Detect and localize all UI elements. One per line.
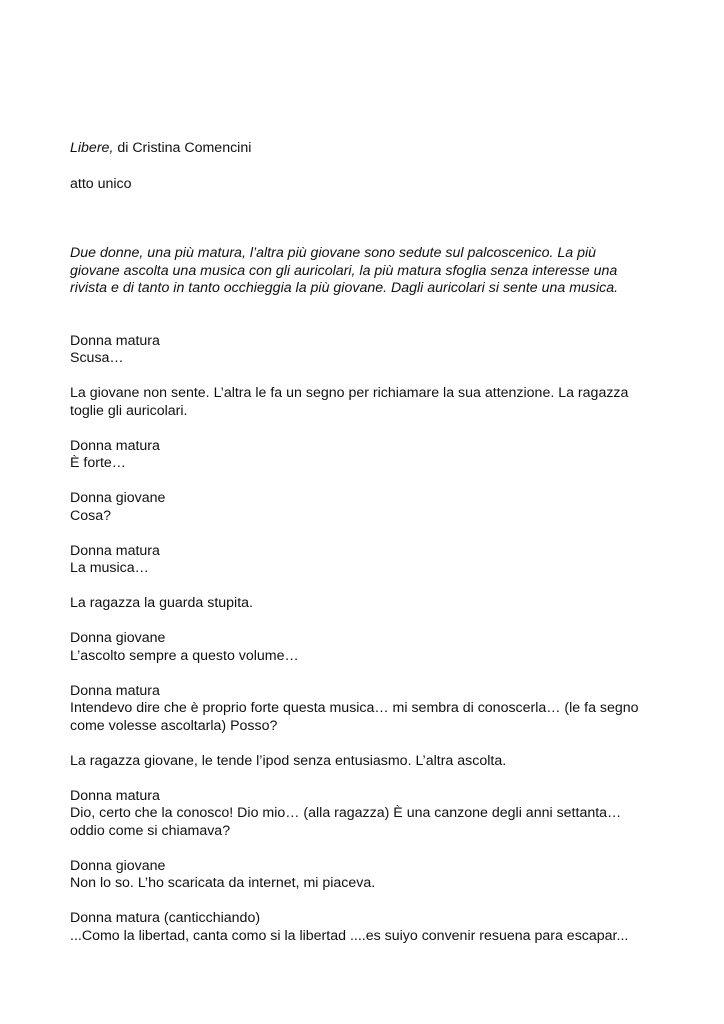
speaker-name: Donna matura: [70, 437, 160, 454]
title-italic: Libere,: [70, 140, 114, 156]
speaker-name: Donna matura: [70, 682, 160, 699]
speech-line: come volesse ascoltarla) Posso?: [70, 717, 278, 734]
dialogue-block: [70, 630, 670, 665]
speaker-name: Donna giovane: [70, 490, 166, 506]
dialogue-block: [70, 910, 670, 945]
direction-line: toglie gli auricolari.: [70, 402, 188, 419]
dialogue-block: [70, 683, 670, 736]
speech-line: Dio, certo che la conosco! Dio mio… (alla ragazza) È una canzone degli anni settanta…: [70, 805, 622, 821]
dialogue-block: [70, 490, 670, 525]
intro-line: Due donne, una più matura, l’altra più giovane sono sedute sul palcoscenico. La più: [70, 245, 597, 261]
dialogue-block: [70, 333, 670, 368]
speech-line: La musica…: [70, 560, 149, 576]
document-page: [70, 140, 670, 945]
speech-line: L’ascolto sempre a questo volume…: [70, 647, 299, 664]
speech-line: oddio come si chiamava?: [70, 822, 231, 839]
speech-line: È forte…: [70, 455, 126, 471]
speech-line: Cosa?: [70, 507, 112, 524]
stage-direction-block: [70, 385, 670, 420]
speaker-name: Donna matura: [70, 332, 160, 349]
stage-direction-block: [70, 753, 670, 771]
speaker-name: Donna matura: [70, 787, 160, 804]
intro-line: giovane ascolta una musica con gli auricolari, la più matura sfoglia senza interesse una: [70, 262, 618, 279]
document-subtitle: atto unico: [70, 175, 132, 192]
speech-line: Non lo so. L’ho scaricata da internet, mi piaceva.: [70, 875, 376, 891]
speaker-name: Donna giovane: [70, 630, 166, 646]
direction-line: La ragazza giovane, le tende l’ipod senza entusiasmo. L’altra ascolta.: [70, 752, 507, 769]
dialogue-block: [70, 438, 670, 473]
speech-line: Intendevo dire che è proprio forte questa musica… mi sembra di conoscerla… (le fa segno: [70, 700, 639, 716]
direction-line: La ragazza la guarda stupita.: [70, 595, 253, 611]
speaker-name: Donna matura (canticchiando): [70, 910, 261, 926]
title-author: di Cristina Comencini: [113, 140, 252, 156]
stage-direction-intro: [70, 245, 670, 298]
speech-line: ...Como la libertad, canta como si la libertad ....es suiyo convenir resuena para escapar...: [70, 927, 629, 944]
dialogue-block: [70, 858, 670, 893]
speaker-name: Donna giovane: [70, 857, 166, 874]
speech-line: Scusa…: [70, 350, 124, 366]
dialogue-block: [70, 788, 670, 841]
dialogue-block: [70, 543, 670, 578]
intro-line: rivista e di tanto in tanto occhieggia la più giovane. Dagli auricolari si sente una musica.: [70, 280, 619, 296]
document-title: [70, 140, 670, 158]
stage-direction-block: [70, 595, 670, 613]
direction-line: La giovane non sente. L’altra le fa un segno per richiamare la sua attenzione. La ragazza: [70, 385, 629, 401]
speaker-name: Donna matura: [70, 542, 160, 559]
